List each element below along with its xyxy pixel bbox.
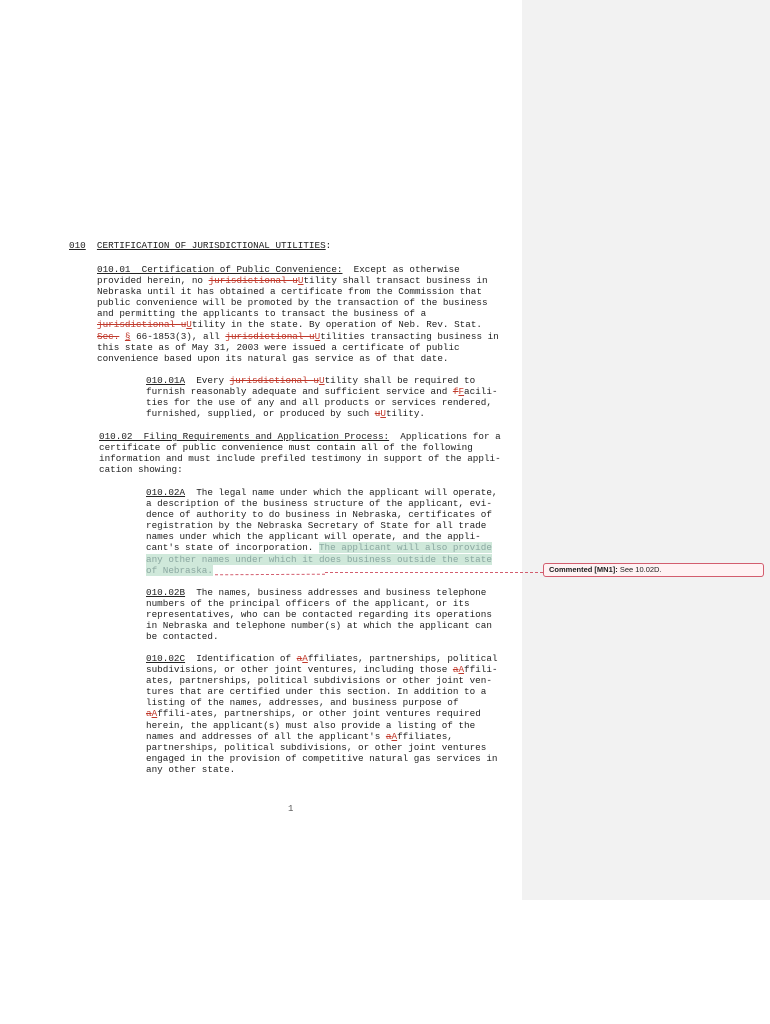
page-number: 1 xyxy=(288,804,294,814)
section-heading: 010 CERTIFICATION OF JURISDICTIONAL UTILITIES: xyxy=(69,240,332,251)
para-010-02b-label: 010.02B xyxy=(146,587,186,598)
para-010-02a-label: 010.02A xyxy=(146,487,186,498)
para-010-02-label: 010.02 Filing Requirements and Application Process: xyxy=(99,431,390,442)
para-010-02b: 010.02B The names, business addresses and business telephone numbers of the principal officers of the applicant, or its representatives, who can be contacted regarding its operations in Nebraska and telephone number(s) at which the applicant can be contacted. xyxy=(146,587,492,643)
para-010-01a-label: 010.01A xyxy=(146,375,186,386)
comment-margin-pane xyxy=(522,0,770,900)
para-010-02c: 010.02C Identification of aAffiliates, partnerships, political subdivisions, or other joint ventures, including those aAffili- ates, partnerships, political subdivisions or other joint ven- tures that are certified under this section. In addition to a listing of the names, addresses, and business purpose of aAffili-ates, partnerships, or other joint ventures required herein, the applicant(s) must also provide a listing of the names and addresses of all the applicant's aAffiliates, partnerships, political subdivisions, or other joint ventures engaged in the provision of competitive natural gas services in any other state. xyxy=(146,653,498,775)
inserted-text: U xyxy=(297,275,304,287)
para-010-02a: 010.02A The legal name under which the applicant will operate, a description of the business structure of the applicant, evi- dence of authority to do business in Nebraska, certificates of registration by the Nebraska Secretary of State for all trade names under which the applicant will operate, and the appli- cant's state of incorporation. The applicant will also provide any other names under which it does business outside the state of Nebraska. xyxy=(146,487,498,576)
comment-text: See 10.02D. xyxy=(619,565,662,574)
heading-title: CERTIFICATION OF JURISDICTIONAL UTILITIES xyxy=(96,240,326,251)
comment-balloon[interactable] xyxy=(543,563,764,577)
commented-text[interactable]: any other names under which it does business outside the state xyxy=(146,553,492,565)
commented-text[interactable]: of Nebraska. xyxy=(146,564,213,576)
para-010-01a: 010.01A Every jurisdictional uUtility shall be required to furnish reasonably adequate and sufficient service and fFacili- ties for the use of any and all products or services rendered, furnished, supplied, or produced by such uUtility. xyxy=(146,375,498,420)
deleted-text: jurisdictional xyxy=(208,275,293,287)
heading-number: 010 xyxy=(69,240,86,251)
para-010-02: 010.02 Filing Requirements and Application Process: Applications for a certificate of public convenience must contain all of the following information and must include prefiled testimony in support of the appli- cation showing: xyxy=(99,431,501,476)
comment-connector-line xyxy=(325,572,543,573)
para-010-01-label: 010.01 Certification of Public Convenience: xyxy=(97,264,343,275)
comment-author: Commented [MN1]: xyxy=(549,565,618,574)
commented-text[interactable]: The applicant will also provide xyxy=(318,542,492,554)
para-010-02c-label: 010.02C xyxy=(146,653,186,664)
para-010-01: 010.01 Certification of Public Convenience: Except as otherwise provided herein, no jurisdictional uUtility shall transact business in Nebraska until it has obtained a certificate from the Commission that public convenience will be promoted by the transaction of the business and permitting the applicants to transact the business of a jurisdictional uUtility in the state. By operation of Neb. Rev. Stat. Sec. § 66-1853(3), all jurisdictional uUtilities transacting business in this state as of May 31, 2003 were issued a certificate of public convenience based upon its natural gas service as of that date. xyxy=(97,264,499,364)
